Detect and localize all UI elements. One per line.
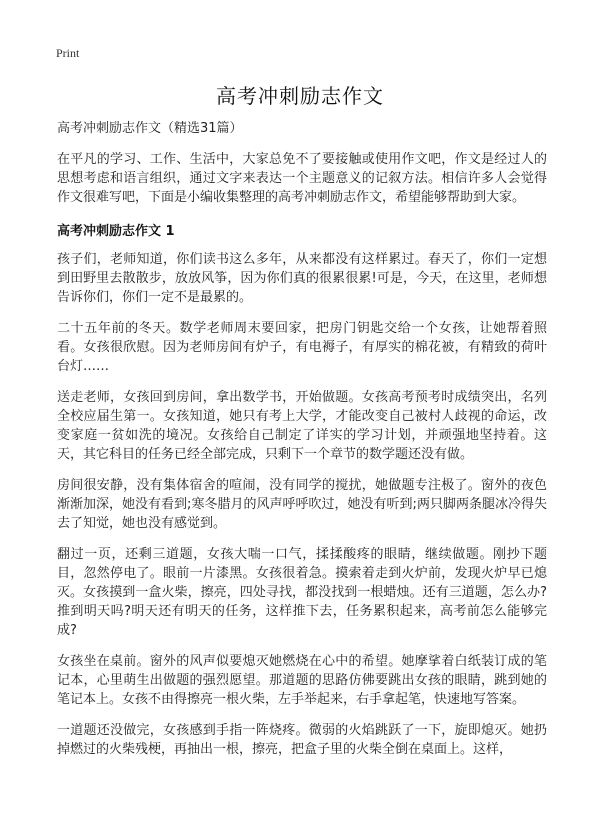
paragraph: 送走老师，女孩回到房间，拿出数学书，开始做题。女孩高考预考时成绩突出，名列全校应届生第一。女孩知道，她只有考上大学，才能改变自己被村人歧视的命运，改变家庭一贫如洗的境况。女孩给自己制定了详实的学习计划，并顽强地坚持着。这天，其它科目的任务已经全部完成，只剩下一个章节的数学题还没有做。 bbox=[57, 390, 547, 462]
article-subtitle: 高考冲刺励志作文（精选31篇） bbox=[57, 121, 243, 136]
section-heading: 高考冲刺励志作文 1 bbox=[57, 224, 175, 239]
paragraph: 二十五年前的冬天。数学老师周末要回家，把房门钥匙交给一个女孩，让她帮着照看。女孩很欣慰。因为老师房间有炉子，有电褥子，有厚实的棉花被，有精致的荷叶台灯…… bbox=[57, 321, 547, 374]
article-body bbox=[57, 120, 547, 771]
paragraph: 女孩坐在桌前。窗外的风声似要熄灭她燃烧在心中的希望。她摩挲着白纸装订成的笔记本，心里萌生出做题的强烈愿望。那道题的思路仿佛要跳出女孩的眼睛，跳到她的笔记本上。女孩不由得擦亮一根火柴，左手举起来，右手拿起笔，快速地写答案。 bbox=[57, 654, 547, 707]
print-label[interactable]: Print bbox=[56, 46, 80, 60]
paragraph: 房间很安静，没有集体宿舍的喧闹，没有同学的搅扰，她做题专注极了。窗外的夜色渐渐加深，她没有看到;寒冬腊月的风声呼呼吹过，她没有听到;两只脚两条腿冰冷得失去了知觉，她也没有感觉到。 bbox=[57, 478, 547, 531]
paragraph: 翻过一页，还剩三道题，女孩大喘一口气，揉揉酸疼的眼睛，继续做题。刚抄下题目，忽然停电了。眼前一片漆黑。女孩很着急。摸索着走到火炉前，发现火炉早已熄灭。女孩摸到一盒火柴，擦亮，四处寻找，都没找到一根蜡烛。还有三道题，怎么办?推到明天吗?明天还有明天的任务，这样推下去，任务累积起来，高考前怎么能够完成? bbox=[57, 547, 547, 638]
paragraph: 孩子们，老师知道，你们读书这么多年，从来都没有这样累过。春天了，你们一定想到田野里去散散步，放放风筝，因为你们真的很累很累!可是，今天，在这里，老师想告诉你们，你们一定不是最累的。 bbox=[57, 252, 547, 305]
intro-paragraph: 在平凡的学习、工作、生活中，大家总免不了要接触或使用作文吧，作文是经过人的思想考虑和语言组织，通过文字来表达一个主题意义的记叙方法。相信许多人会觉得作文很难写吧，下面是小编收集整理的高考冲刺励志作文，希望能够帮助到大家。 bbox=[57, 152, 547, 205]
page-title: 高考冲刺励志作文 bbox=[216, 84, 384, 108]
paragraph: 一道题还没做完，女孩感到手指一阵烧疼。微弱的火焰跳跃了一下，旋即熄灭。她扔掉燃过的火柴残梗，再抽出一根，擦亮，把盒子里的火柴全倒在桌面上。这样， bbox=[57, 723, 547, 757]
